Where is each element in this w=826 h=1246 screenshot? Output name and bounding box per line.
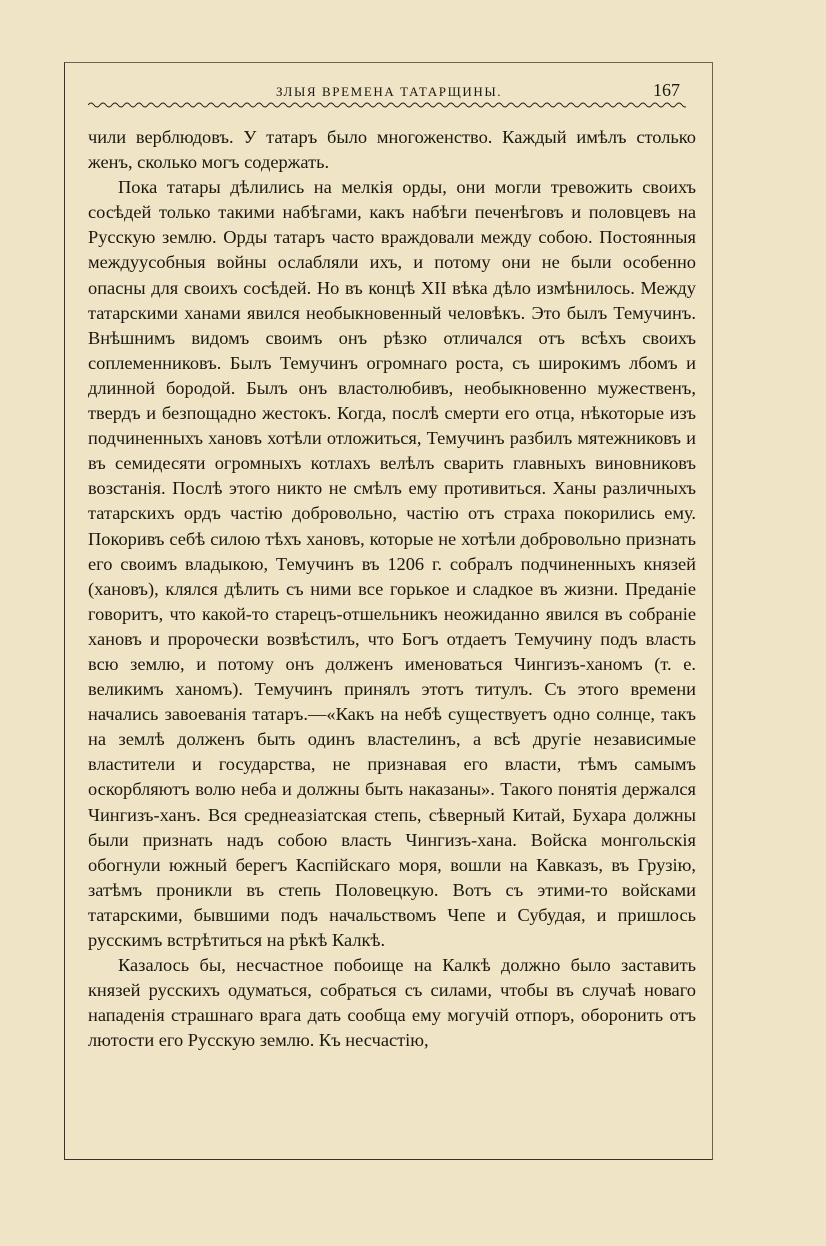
paragraph-temuchin: Пока татары дѣлились на мелкія орды, они могли тревожить своихъ сосѣдей только такими набѣгами, какъ набѣги печенѣговъ и половцевъ на Русскую землю. Орды татаръ часто враждовали между собою. Постоянныя междуусобныя войны ослабляли ихъ, и потому они не были особенно опасны для своихъ сосѣдей. Но въ концѣ XII вѣка дѣло измѣнилось. Между татарскими ханами явился необыкновенный человѣкъ. Это былъ Темучинъ. Внѣшнимъ видомъ своимъ онъ рѣзко отличался отъ всѣхъ своихъ соплеменниковъ. Былъ Темучинъ огромнаго роста, съ широкимъ лбомъ и длинной бородой. Былъ онъ властолюбивъ, необыкновенно мужественъ, твердъ и безпощадно жестокъ. Когда, послѣ смерти его отца, нѣкоторые изъ подчиненныхъ хановъ хотѣли отложиться, Темучинъ разбилъ мятежниковъ и въ семидесяти огромныхъ котлахъ велѣлъ сварить главныхъ виновниковъ возстанія. Послѣ этого никто не смѣлъ ему противиться. Ханы различныхъ татарскихъ ордъ частію добровольно, частію отъ страха покорились ему. Покоривъ себѣ силою тѣхъ хановъ, которые не хотѣли добровольно признать его своимъ владыкою, Темучинъ въ 1206 г. собралъ подчиненныхъ князей (хановъ), клялся дѣлить съ ними все горькое и сладкое въ жизни. Преданіе говоритъ, что какой-то старецъ-отшельникъ неожиданно явился въ собраніе хановъ и пророчески возвѣстилъ, что Богъ отдаетъ Темучину подъ власть всю землю, и потому онъ долженъ именоваться Чингизъ-ханомъ (т. е. великимъ ханомъ). Темучинъ принялъ этотъ титулъ. Съ этого времени начались завоеванія татаръ.—«Какъ на небѣ существуетъ одно солнце, такъ на землѣ долженъ быть одинъ властелинъ, а всѣ другіе независимые властители и государства, не признавая его власти, тѣмъ самымъ оскорбляютъ волю неба и должны быть наказаны». Такого понятія держался Чингизъ-ханъ. Вся среднеазіатская степь, сѣверный Китай, Бухара должны были признать надъ собою власть Чингизъ-хана. Войска монгольскія обогнули южный берегъ Каспійскаго моря, вошли на Кавказъ, въ Грузію, затѣмъ проникли въ степь Половецкую. Вотъ съ этими-то войсками татарскими, бывшими подъ начальствомъ Чепе и Субудая, и пришлось русскимъ встрѣтиться на рѣкѣ Калкѣ. [88, 177, 696, 950]
paragraph-kalka: Казалось бы, несчастное побоище на Калкѣ должно было заставить князей русскихъ одуматься, собраться съ силами, чтобы въ случаѣ новаго нападенія страшнаго врага дать сообща ему могучій отпоръ, оборонить отъ лютости его Русскую землю. Къ несчастію, [88, 955, 696, 1051]
running-head [86, 80, 686, 102]
wavy-rule [88, 100, 686, 110]
page-number: 167 [653, 80, 680, 100]
running-title: ЗЛЫЯ ВРЕМЕНА ТАТАРЩИНЫ. [276, 84, 503, 99]
paragraph-continuation: чили верблюдовъ. У татаръ было многоженство. Каждый имѣлъ столько женъ, сколько могъ содержать. [88, 127, 696, 173]
body-text [88, 125, 696, 1053]
